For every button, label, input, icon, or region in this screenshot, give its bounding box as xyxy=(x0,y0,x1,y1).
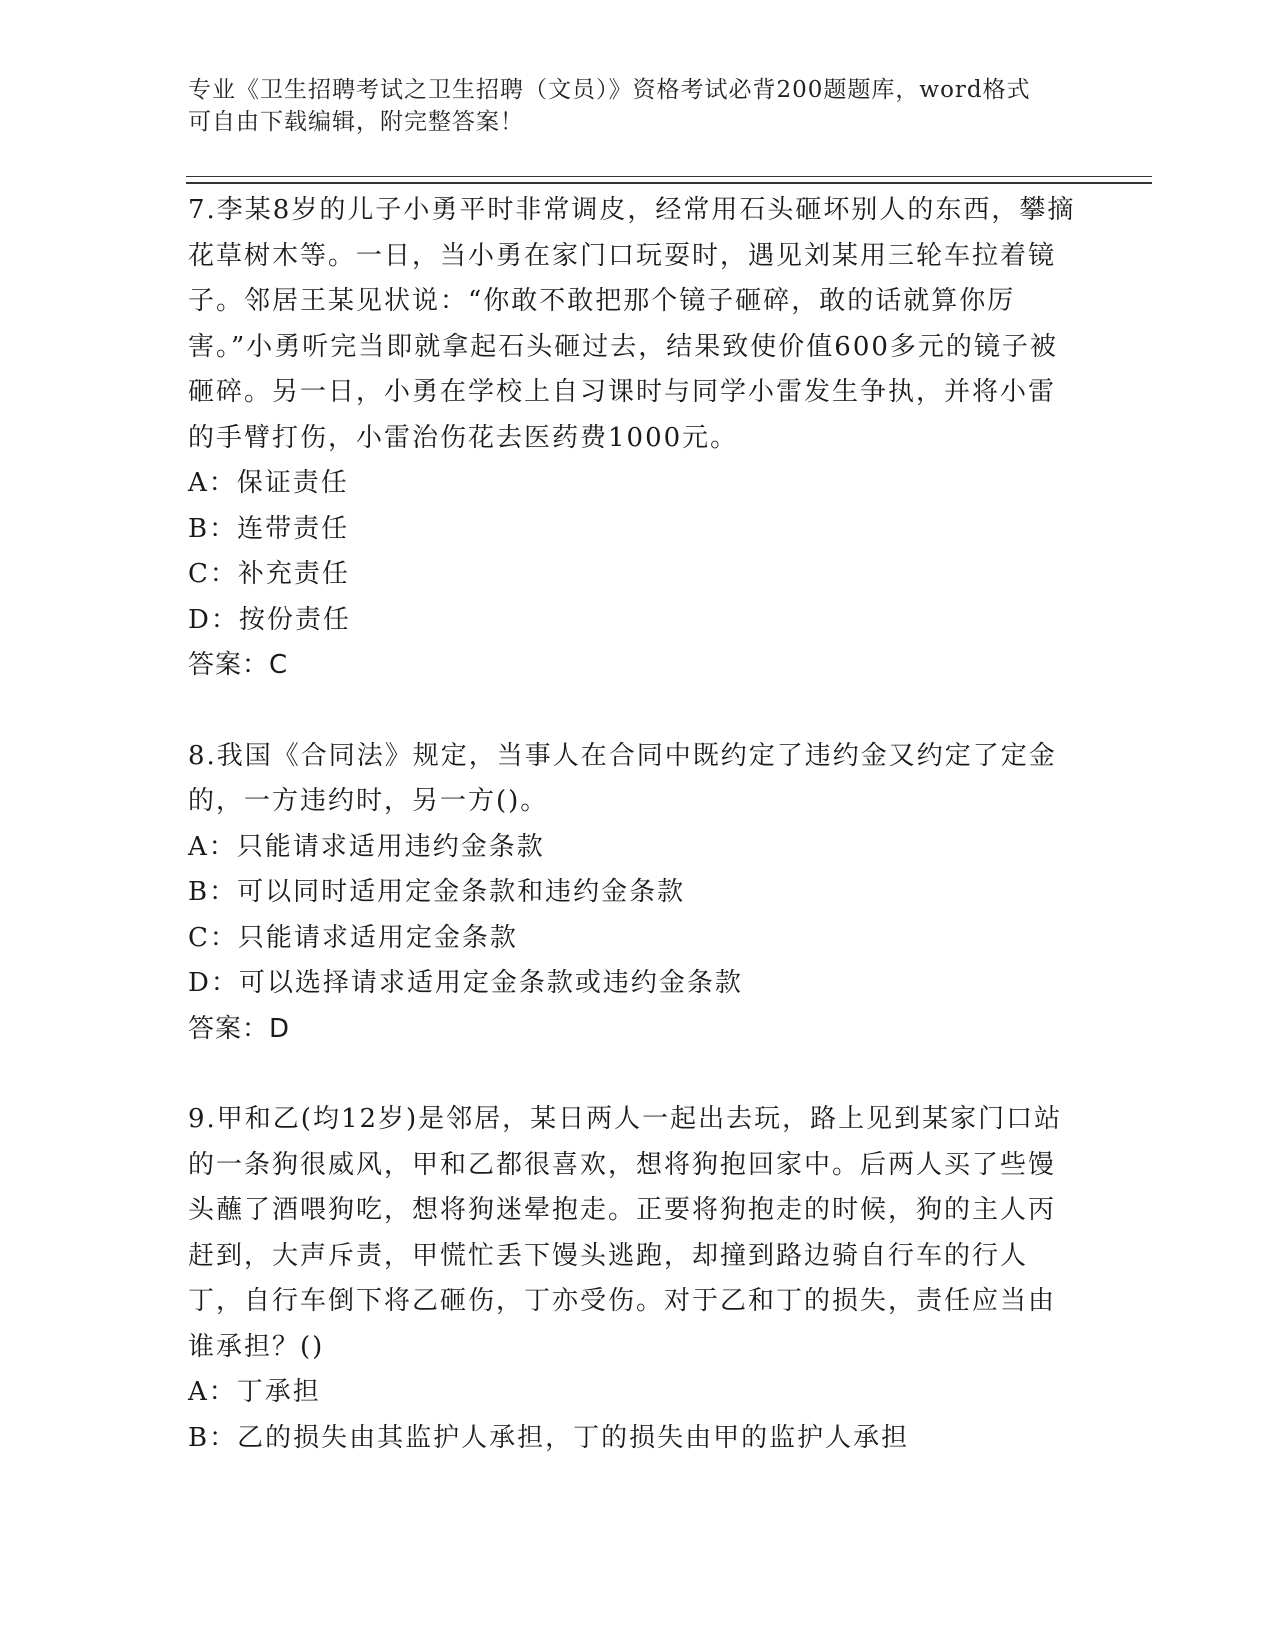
answer-line: 答案：C xyxy=(188,650,289,680)
option-b: B：乙的损失由其监护人承担，丁的损失由甲的监护人承担 xyxy=(188,1422,910,1453)
option-c: C：只能请求适用定金条款 xyxy=(188,922,518,953)
header-line-2: 可自由下载编辑，附完整答案！ xyxy=(188,109,524,135)
header-divider-thin xyxy=(186,176,1152,177)
option-a: A：保证责任 xyxy=(188,468,349,498)
option-b: B：可以同时适用定金条款和违约金条款 xyxy=(188,877,686,907)
option-d: D：可以选择请求适用定金条款或违约金条款 xyxy=(188,968,743,998)
question-stem: 8.我国《合同法》规定，当事人在合同中既约定了违约金又约定了定金的，一方违约时，另一方()。 xyxy=(188,740,1057,816)
option-b: B：连带责任 xyxy=(188,513,350,544)
document-header xyxy=(188,74,1088,138)
option-d: D：按份责任 xyxy=(188,604,351,635)
question-spacer xyxy=(188,689,1078,734)
question-9 xyxy=(188,1097,1078,1461)
option-a: A：只能请求适用违约金条款 xyxy=(188,831,545,862)
question-7 xyxy=(188,188,1078,689)
option-c: C：补充责任 xyxy=(188,559,350,589)
question-8 xyxy=(188,734,1078,1053)
question-list xyxy=(188,188,1078,1461)
question-stem: 7.李某8岁的儿子小勇平时非常调皮，经常用石头砸坏别人的东西，攀摘花草树木等。一日，当小勇在家门口玩耍时，遇见刘某用三轮车拉着镜子。邻居王某见状说：“你敢不敢把那个镜子砸碎，敢的话就算你厉害。”小勇听完当即就拿起石头砸过去，结果致使价值600多元的镜子被砸碎。另一日，小勇在学校上自习课时与同学小雷发生争执，并将小雷的手臂打伤，小雷治伤花去医药费1000元。 xyxy=(188,195,1076,453)
answer-line: 答案：D xyxy=(188,1013,291,1044)
option-a: A：丁承担 xyxy=(188,1377,321,1407)
question-stem: 9.甲和乙(均12岁)是邻居，某日两人一起出去玩，路上见到某家门口站的一条狗很威风，甲和乙都很喜欢，想将狗抱回家中。后两人买了些馒头蘸了酒喂狗吃，想将狗迷晕抱走。正要将狗抱走的时候，狗的主人丙赶到，大声斥责，甲慌忙丢下馒头逃跑，却撞到路边骑自行车的行人丁，自行车倒下将乙砸伤，丁亦受伤。对于乙和丁的损失，责任应当由谁承担？() xyxy=(188,1104,1063,1362)
header-divider-thick xyxy=(186,182,1152,184)
question-spacer xyxy=(188,1052,1078,1097)
header-line-1: 专业《卫生招聘考试之卫生招聘（文员）》资格考试必背200题题库，word格式 xyxy=(188,77,1031,103)
